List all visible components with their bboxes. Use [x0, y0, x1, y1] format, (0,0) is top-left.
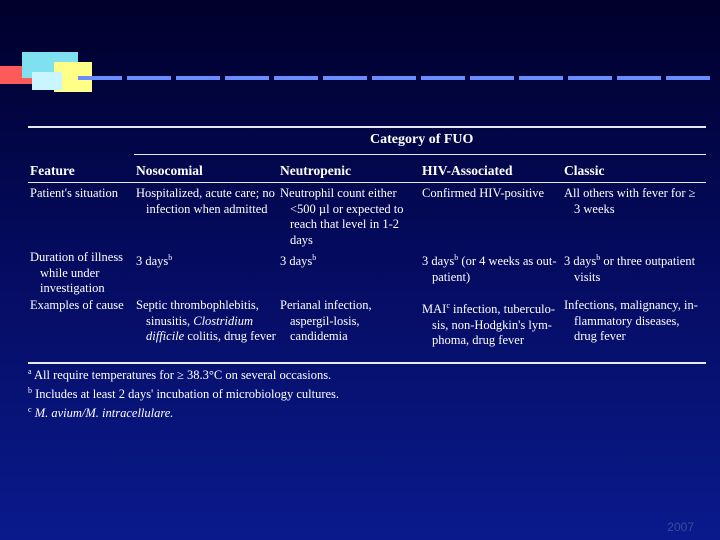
decor-square-lightblue [32, 72, 62, 90]
row2-hiv [422, 250, 562, 285]
category-title: Category of FUO [370, 132, 474, 147]
category-rule [134, 154, 706, 155]
header-feature: Feature [30, 163, 75, 178]
row2-neutropenic [280, 250, 412, 270]
footnote-mark: b [454, 253, 459, 262]
row2-classic-text: 3 days [564, 254, 597, 269]
row1-classic: All others with fever for ≥ 3 weeks [564, 186, 696, 216]
footnote-c [28, 402, 339, 421]
row2-nosocomial [136, 250, 276, 270]
footnote-a-mark: a [28, 367, 32, 376]
row3-nosocomial [136, 298, 276, 345]
row1-feature: Patient's situation [30, 186, 119, 200]
header-rule [28, 182, 706, 183]
footnote-b [28, 383, 339, 402]
footnote-mark: b [596, 253, 601, 262]
row3-hiv-post: infection, tuberculo-sis, non-Hodgkin's lym-phoma, drug fever [432, 302, 556, 348]
row2-hiv-rest: (or 4 weeks as out-patient) [432, 254, 557, 284]
table-top-rule [28, 126, 706, 128]
footnote-b-text: Includes at least 2 days' incubation of microbiology cultures. [32, 387, 340, 402]
row3-classic: Infections, malignancy, in-flammatory diseases, drug fever [564, 298, 698, 343]
row3-nosocomial-italic: Clostridium difficile [146, 313, 253, 343]
footnote-mark: b [312, 253, 317, 262]
row3-hiv [422, 298, 562, 349]
row2-classic [564, 250, 704, 285]
footnote-mark: c [446, 301, 450, 310]
footnote-b-mark: b [28, 386, 32, 396]
row1-neutropenic: Neutrophil count either <500 µl or expected to reach that level in 1-2 days [280, 186, 404, 247]
footnote-a-text: All require temperatures for ≥ 38.3°C on several occasions. [31, 368, 332, 383]
row3-nosocomial-pre: Septic thrombophlebitis, sinusitis, [136, 298, 259, 328]
row2-classic-rest: or three outpatient visits [574, 254, 696, 284]
header-classic: Classic [564, 163, 605, 178]
header-neutropenic: Neutropenic [280, 163, 351, 178]
row3-feature: Examples of cause [30, 298, 124, 312]
row3-neutropenic: Perianal infection, aspergil-losis, candidemia [280, 298, 372, 343]
footnotes [28, 364, 339, 421]
footnote-mark: b [168, 253, 173, 262]
row1-hiv: Confirmed HIV-positive [422, 186, 545, 200]
row3-hiv-pre: MAI [422, 302, 447, 317]
row2-hiv-text: 3 days [422, 254, 455, 269]
footer-year: 2007 [667, 520, 694, 534]
footnote-a [28, 364, 339, 383]
header-hiv: HIV-Associated [422, 163, 513, 178]
footnote-c-text: M. avium/M. intracellulare. [31, 406, 174, 421]
row2-nosocomial-text: 3 days [136, 254, 169, 269]
row2-feature: Duration of illness while under investigation [30, 250, 124, 295]
row2-neutropenic-text: 3 days [280, 254, 313, 269]
header-nosocomial: Nosocomial [136, 163, 203, 178]
fuo-table [28, 126, 706, 366]
row1-nosocomial: Hospitalized, acute care; no infection when admitted [136, 186, 275, 216]
decor-dashed-line [78, 76, 712, 80]
footnote-c-mark: c [28, 405, 32, 415]
row3-nosocomial-post: colitis, drug fever [184, 329, 276, 343]
